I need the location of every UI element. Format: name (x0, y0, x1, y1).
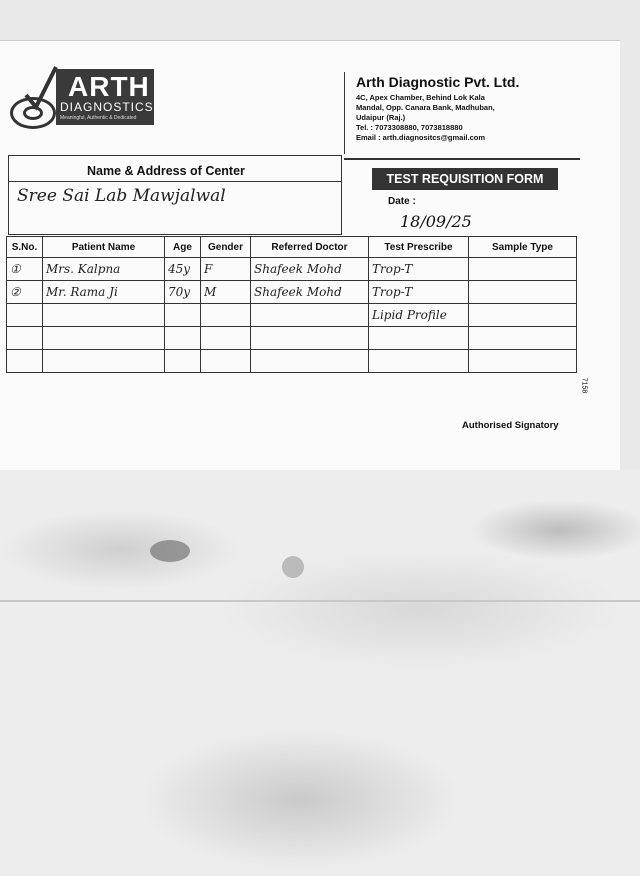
company-name: Arth Diagnostic Pvt. Ltd. (356, 74, 520, 90)
cell-gender: F (201, 258, 251, 281)
cell-sample-type (469, 258, 577, 281)
cell-age (165, 327, 201, 350)
paper-background (0, 470, 640, 876)
company-phone: Tel. : 7073308880, 7073818880 (356, 123, 463, 132)
cell-test-prescribe: Trop-T (369, 281, 469, 304)
cell-test-prescribe (369, 327, 469, 350)
date-label: Date : (388, 196, 416, 207)
cell-sample-type (469, 350, 577, 373)
cell-gender (201, 350, 251, 373)
cell-sno (7, 350, 43, 373)
cell-referred-doctor (251, 327, 369, 350)
patient-table (6, 236, 577, 373)
ink-stain (150, 540, 190, 562)
cell-sample-type (469, 304, 577, 327)
divider (344, 72, 345, 154)
ink-stain (282, 556, 304, 578)
cell-sno (7, 304, 43, 327)
cell-patient-name (43, 327, 165, 350)
header-sample-type: Sample Type (469, 237, 577, 258)
center-name: Sree Sai Lab Mawjalwal (17, 186, 226, 206)
signature-label: Authorised Signatory (462, 420, 559, 431)
cell-gender (201, 304, 251, 327)
divider (344, 158, 580, 160)
center-title: Name & Address of Center (87, 164, 245, 178)
cell-test-prescribe: Lipid Profile (369, 304, 469, 327)
company-address (356, 93, 596, 143)
cell-age (165, 304, 201, 327)
divider (9, 181, 341, 182)
cell-test-prescribe (369, 350, 469, 373)
cell-test-prescribe: Trop-T (369, 258, 469, 281)
center-box (8, 155, 342, 235)
cell-referred-doctor (251, 304, 369, 327)
table-row (7, 304, 577, 327)
header-age: Age (165, 237, 201, 258)
check-icon (24, 65, 58, 113)
address-line: Mandal, Opp. Canara Bank, Madhuban, (356, 103, 495, 112)
table-header-row (7, 237, 577, 258)
logo-subtext: DIAGNOSTICS (60, 100, 154, 114)
cell-patient-name (43, 350, 165, 373)
cell-referred-doctor (251, 350, 369, 373)
table-row (7, 258, 577, 281)
serial-number: 7158 (580, 377, 588, 394)
cell-age (165, 350, 201, 373)
table-row (7, 281, 577, 304)
header-patient-name: Patient Name (43, 237, 165, 258)
form-title: TEST REQUISITION FORM (372, 168, 558, 190)
cell-age: 70y (165, 281, 201, 304)
header-gender: Gender (201, 237, 251, 258)
date-value: 18/09/25 (400, 212, 472, 231)
cell-gender: M (201, 281, 251, 304)
logo-box (56, 69, 154, 125)
cell-sample-type (469, 327, 577, 350)
cell-patient-name: Mr. Rama Ji (43, 281, 165, 304)
address-line: Udaipur (Raj.) (356, 113, 406, 122)
logo-tagline: Meaningful, Authentic & Dedicated (60, 115, 137, 121)
company-email: Email : arth.diagnositcs@gmail.com (356, 133, 486, 142)
cell-referred-doctor: Shafeek Mohd (251, 281, 369, 304)
cell-age: 45y (165, 258, 201, 281)
header-sno: S.No. (7, 237, 43, 258)
cell-sno: ② (7, 281, 43, 304)
cell-referred-doctor: Shafeek Mohd (251, 258, 369, 281)
paper-fold (0, 600, 640, 602)
logo-text: ARTH (68, 71, 150, 102)
header-referred-doctor: Referred Doctor (251, 237, 369, 258)
header-test-prescribe: Test Prescribe (369, 237, 469, 258)
cell-patient-name: Mrs. Kalpna (43, 258, 165, 281)
company-info (356, 74, 596, 143)
cell-sample-type (469, 281, 577, 304)
cell-patient-name (43, 304, 165, 327)
cell-sno: ① (7, 258, 43, 281)
table-row (7, 350, 577, 373)
cell-gender (201, 327, 251, 350)
cell-sno (7, 327, 43, 350)
table-row (7, 327, 577, 350)
address-line: 4C, Apex Chamber, Behind Lok Kala (356, 93, 485, 102)
